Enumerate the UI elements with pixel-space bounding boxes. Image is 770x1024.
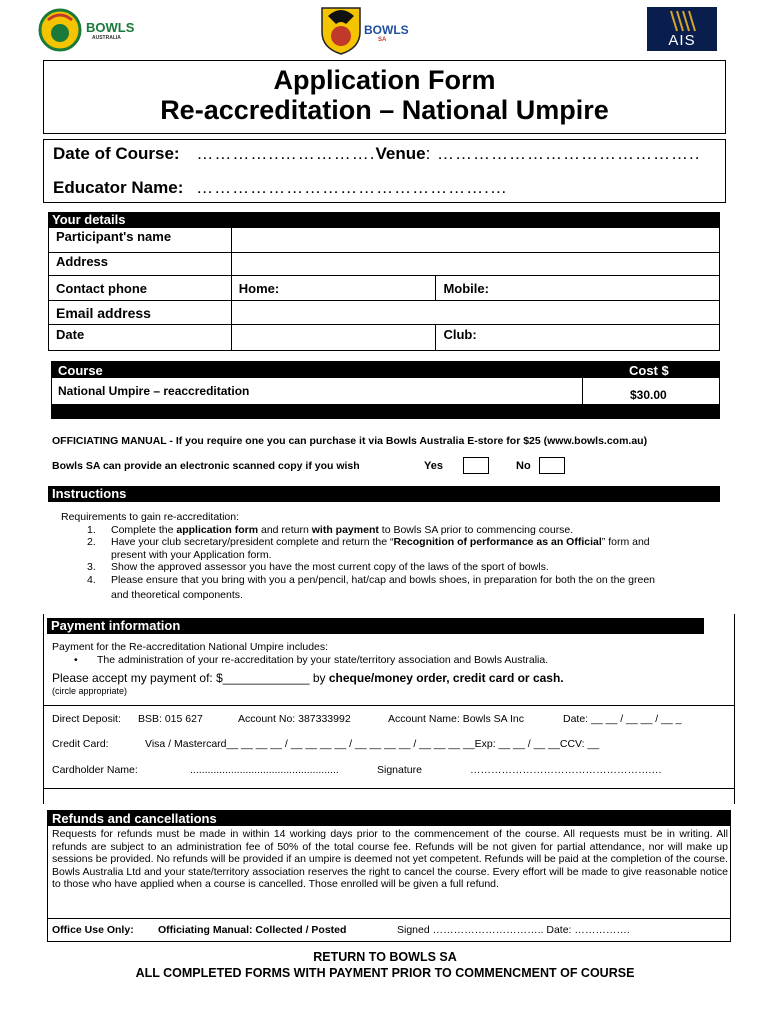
account-number-value: Account No: 387333992 xyxy=(238,713,351,725)
yes-checkbox[interactable] xyxy=(463,457,489,474)
yes-label: Yes xyxy=(424,460,443,472)
no-checkbox[interactable] xyxy=(539,457,565,474)
cardholder-name-label: Cardholder Name: xyxy=(52,764,138,776)
course-cost: $30.00 xyxy=(630,388,667,402)
instruction-item-2: 2. Have your club secretary/president complete and return the “Recognition of performance as an Official” form and present with your Application form. xyxy=(87,536,650,561)
venue-field[interactable]: : …………………………………….. xyxy=(425,144,701,163)
mobile-label: Mobile: xyxy=(443,280,489,296)
payment-bullet: • The administration of your re-accreditation by your state/territory association and Bowls Australia. xyxy=(74,654,549,666)
course-header-label: Course xyxy=(58,363,103,378)
direct-deposit-label: Direct Deposit: xyxy=(52,713,121,725)
bowls-australia-logo xyxy=(38,8,138,52)
no-label: No xyxy=(516,460,531,472)
instructions-body xyxy=(61,511,721,604)
educator-row xyxy=(53,178,508,198)
refunds-header: Refunds and cancellations xyxy=(48,811,730,826)
instructions-header: Instructions xyxy=(48,486,720,502)
venue-label: Venue xyxy=(375,144,426,163)
instruction-item-1: 1. Complete the application form and return with payment to Bowls SA prior to commencing course. xyxy=(87,523,574,536)
refunds-text: Requests for refunds must be made in within 14 working days prior to the commencement of the course. All requests must be in writing. All refunds are subject to an administration fee of 50% of the total course fee. Refunds will be not given for partial attendance, nor will make up sessions be provided. No refunds will be provided if an umpire is deemed not yet competent. Refunds will be paid at the completion of the course. Bowls Australia Ltd and your state/territory association reserves the right to cancel the course. Every effort will be made to give reasonable notice to those who have applied when a course is cancelled. Those enrolled will be given a full refund. xyxy=(52,828,728,890)
ais-emblem-icon xyxy=(647,7,717,35)
payment-accept-line: Please accept my payment of: $_____________ by cheque/money order, credit card or cash. xyxy=(52,671,564,685)
email-field[interactable] xyxy=(231,301,719,325)
signature-label: Signature xyxy=(377,764,422,776)
club-field[interactable] xyxy=(436,325,720,351)
instruction-item-4: 4. Please ensure that you bring with you a pen/pencil, hat/cap and bowls shoes, in preparation for both the on the green and theoretical components. xyxy=(87,573,656,601)
address-label: Address xyxy=(49,253,232,276)
date-field[interactable] xyxy=(231,325,436,351)
deposit-date-field[interactable]: Date: __ __ / __ __ / __ _ xyxy=(563,713,682,725)
your-details-table xyxy=(48,227,720,351)
credit-card-label: Credit Card: xyxy=(52,738,109,750)
club-label: Club: xyxy=(443,327,477,342)
educator-name-label: Educator Name: xyxy=(53,178,184,197)
magpie-emblem-icon xyxy=(316,2,366,56)
ais-text: AIS xyxy=(668,32,696,49)
ais-logo xyxy=(647,7,717,51)
participant-name-field[interactable] xyxy=(231,228,719,253)
bowls-australia-text: BOWLS xyxy=(86,20,135,35)
date-of-course-field[interactable]: …………..……………. xyxy=(196,144,376,163)
office-use-label: Office Use Only: xyxy=(52,924,134,936)
account-name-value: Account Name: Bowls SA Inc xyxy=(388,713,524,725)
home-label: Home: xyxy=(238,280,280,296)
course-name: National Umpire – reaccreditation xyxy=(58,384,250,398)
course-info-box xyxy=(43,139,726,203)
bsb-value: BSB: 015 627 xyxy=(138,713,203,725)
payment-amount-field[interactable]: _____________ xyxy=(222,671,310,685)
date-venue-row xyxy=(53,144,700,164)
date-label: Date xyxy=(49,325,232,351)
course-table-footer xyxy=(52,404,719,418)
form-title: Application Form xyxy=(273,65,496,95)
instructions-intro: Requirements to gain re-accreditation: xyxy=(61,511,240,523)
payment-divider xyxy=(43,705,735,706)
participant-name-label: Participant's name xyxy=(49,228,232,253)
title-box xyxy=(43,60,726,134)
instruction-item-3: 3. Show the approved assessor you have the most current copy of the laws of the sport of bowls. xyxy=(87,561,549,573)
office-signed-field[interactable]: Signed ………………………….. Date: ……………. xyxy=(397,924,630,936)
signature-field[interactable]: …………………………………………….… xyxy=(470,764,662,776)
cardholder-name-field[interactable]: ................................................... xyxy=(190,764,339,776)
credit-card-number-field[interactable]: Visa / Mastercard__ __ __ __ / __ __ __ __ / __ __ __ __ / __ __ __ __Exp: __ __ / __ __CCV: __ xyxy=(145,738,600,750)
return-to-note: RETURN TO BOWLS SA xyxy=(313,950,457,964)
email-label: Email address xyxy=(49,301,232,325)
cost-header-label: Cost $ xyxy=(629,363,669,378)
officiating-manual-status: Officiating Manual: Collected / Posted xyxy=(158,924,347,936)
home-phone-field[interactable] xyxy=(231,276,436,301)
refunds-divider xyxy=(48,918,730,919)
bowls-australia-sub: AUSTRALIA xyxy=(92,35,121,41)
educator-name-field[interactable]: ………………………………………….… xyxy=(196,178,508,197)
course-table xyxy=(51,361,720,419)
date-of-course-label: Date of Course: xyxy=(53,144,180,163)
address-field[interactable] xyxy=(231,253,719,276)
form-subtitle: Re-accreditation – National Umpire xyxy=(160,95,609,125)
payment-intro: Payment for the Re-accreditation National Umpire includes: xyxy=(52,641,329,653)
contact-phone-label: Contact phone xyxy=(49,276,232,301)
officiating-manual-note: OFFICIATING MANUAL - If you require one you can purchase it via Bowls Australia E-store for $25 (www.bowls.com.au) xyxy=(52,435,648,447)
payment-header: Payment information xyxy=(47,618,704,634)
your-details-header: Your details xyxy=(48,212,720,227)
circle-appropriate-note: (circle appropriate) xyxy=(52,686,128,696)
bowls-sa-logo xyxy=(316,2,416,56)
payment-bottom-rule xyxy=(43,788,735,789)
completed-forms-note: ALL COMPLETED FORMS WITH PAYMENT PRIOR TO COMMENCMENT OF COURSE xyxy=(135,966,635,980)
mobile-phone-field[interactable] xyxy=(436,276,720,301)
bowls-sa-text: BOWLS xyxy=(364,23,409,37)
course-table-divider xyxy=(582,378,583,404)
bowls-sa-sub: SA xyxy=(378,37,387,43)
course-table-header xyxy=(52,362,719,378)
electronic-copy-note: Bowls SA can provide an electronic scanned copy if you wish xyxy=(52,460,360,472)
